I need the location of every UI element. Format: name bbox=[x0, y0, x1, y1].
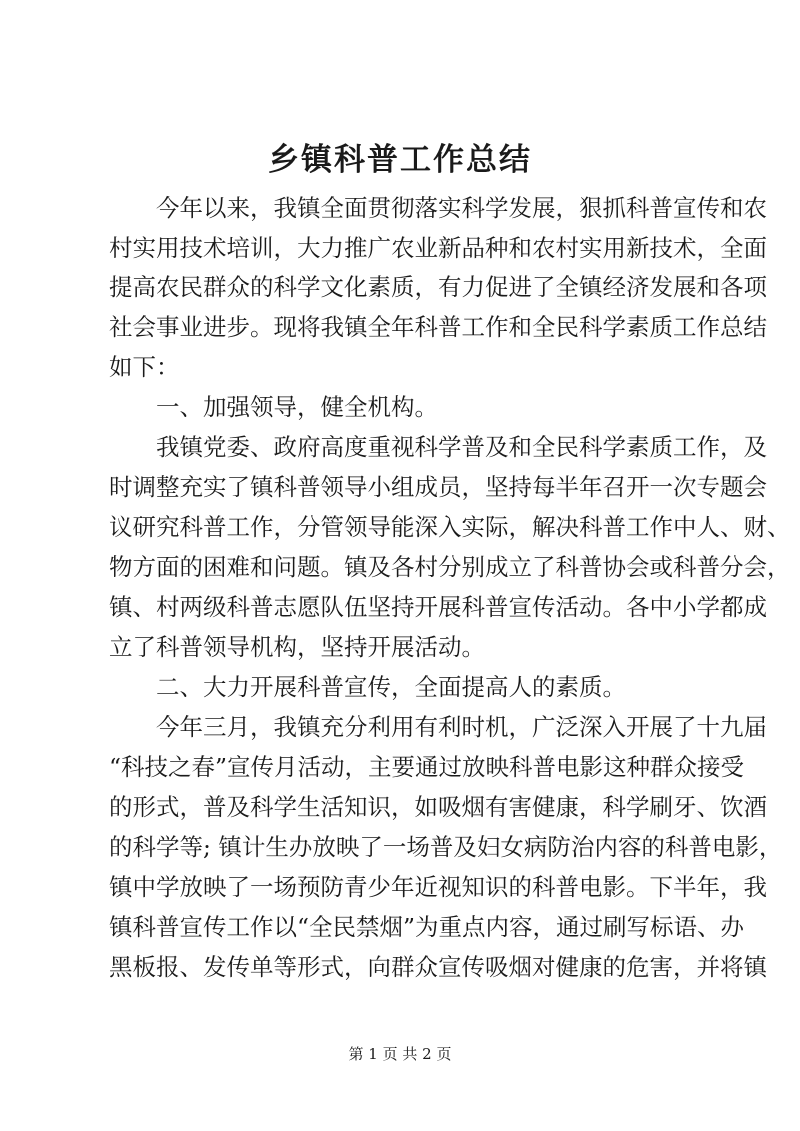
paragraph-line: 的形式，普及科学生活知识，如吸烟有害健康，科学刷牙、饮酒 bbox=[109, 793, 767, 821]
paragraph-line: “科技之春”宣传月活动，主要通过放映科普电影这种群众接受 bbox=[109, 753, 745, 781]
paragraph-line: 物方面的困难和问题。镇及各村分别成立了科普协会或科普分会， bbox=[109, 553, 791, 581]
paragraph-line: 提高农民群众的科学文化素质，有力促进了全镇经济发展和各项 bbox=[109, 273, 767, 301]
paragraph-line: 时调整充实了镇科普领导小组成员，坚持每半年召开一次专题会 bbox=[109, 473, 767, 501]
paragraph-line: 镇中学放映了一场预防青少年近视知识的科普电影。下半年，我 bbox=[109, 873, 767, 901]
page-footer: 第 1 页 共 2 页 bbox=[348, 1045, 452, 1063]
paragraph-line: 今年以来，我镇全面贯彻落实科学发展，狠抓科普宣传和农 bbox=[156, 194, 767, 222]
document-title: 乡镇科普工作总结 bbox=[268, 142, 532, 178]
paragraph-line: 立了科普领导机构，坚持开展活动。 bbox=[109, 633, 485, 661]
paragraph-line: 镇科普宣传工作以“全民禁烟”为重点内容，通过刷写标语、办 bbox=[109, 913, 745, 941]
section-heading: 一、加强领导，健全机构。 bbox=[156, 393, 438, 421]
paragraph-line: 村实用技术培训，大力推广农业新品种和农村实用新技术，全面 bbox=[109, 234, 767, 262]
section-heading: 二、大力开展科普宣传，全面提高人的素质。 bbox=[156, 673, 626, 701]
paragraph-line: 的科学等; 镇计生办放映了一场普及妇女病防治内容的科普电影， bbox=[109, 833, 783, 861]
paragraph-line: 黑板报、发传单等形式，向群众宣传吸烟对健康的危害，并将镇 bbox=[109, 953, 767, 981]
paragraph-line: 社会事业进步。现将我镇全年科普工作和全民科学素质工作总结 bbox=[109, 313, 767, 341]
paragraph-line: 我镇党委、政府高度重视科学普及和全民科学素质工作，及 bbox=[156, 433, 767, 461]
paragraph-line: 议研究科普工作，分管领导能深入实际，解决科普工作中人、财、 bbox=[109, 513, 791, 541]
paragraph-line: 今年三月，我镇充分利用有利时机，广泛深入开展了十九届 bbox=[156, 713, 767, 741]
paragraph-line: 镇、村两级科普志愿队伍坚持开展科普宣传活动。各中小学都成 bbox=[109, 593, 767, 621]
paragraph-line: 如下： bbox=[109, 353, 180, 381]
